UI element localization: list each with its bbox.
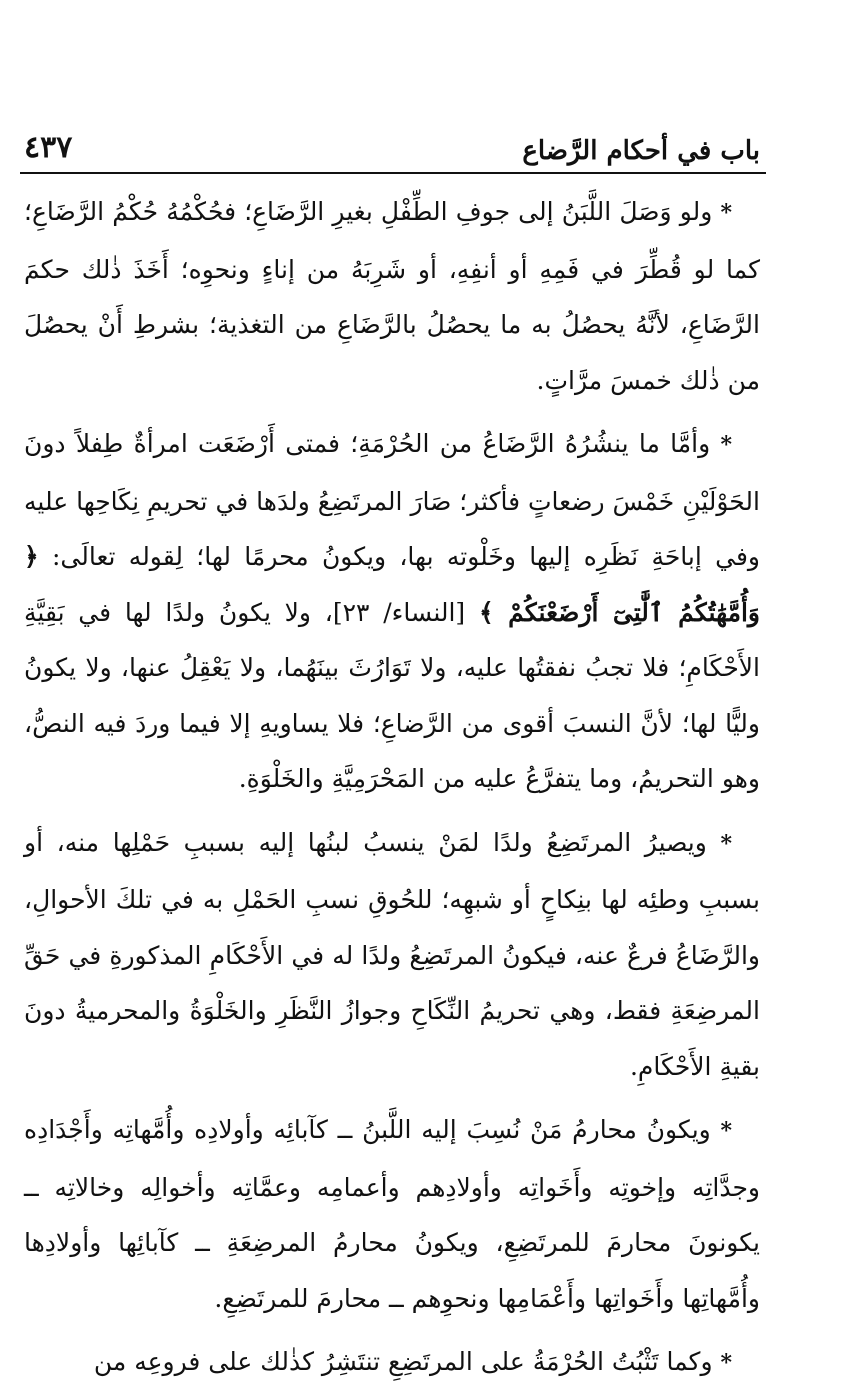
verse-citation: [النساء/ ٢٣]	[332, 597, 466, 627]
page-number: ٤٣٧	[24, 130, 73, 165]
paragraph-text: وكما تَثْبُتُ الحُرْمَةُ على المرتَضِعِ تنتَشِرُ كذٰلك على فروعِه من	[93, 1347, 713, 1376]
page-header	[24, 120, 760, 176]
asterisk-marker: *	[720, 200, 732, 226]
paragraph-prohibition-spread	[24, 416, 760, 807]
asterisk-marker: *	[720, 432, 732, 458]
paragraph-text: ، ولا يكونُ ولدًا لها في بَقِيَّةِ الأَحْكَامِ؛ فلا تجبُ نفقتُها عليه، ولا تَوَارُثَ بينَهُما، ولا يَعْقِلُ عنها، ولا يكونُ وليًّا لها؛ لأنَّ النسبَ أقوى من الرَّضاعِ؛ فلا يساويهِ إلا فيما وردَ فيه النصُّ، وهو التحريمُ، وما يتفرَّعُ عليه من المَحْرَمِيَّةِ والخَلْوَةِ.	[24, 597, 760, 793]
paragraph-text: ويكونُ محارمُ مَنْ نُسِبَ إليه اللَّبنُ ــ كآبائِه وأولادِه وأُمَّهاتِه وأَجْدَادِه وجدَّاتِه وإخوتِه وأَخَواتِه وأولادِهم وأعمامِه وعمَّاتِه وأخوالِه وخالاتِه ــ يكونونَ محارمَ للمرتَضِعِ، ويكونُ محارمُ المرضِعَةِ ــ كآبائِها وأولادِها وأُمَّهاتِها وأَخَواتِها وأَعْمَامِها ونحوِهم ــ محارمَ للمرتَضِعِ.	[24, 1115, 760, 1313]
paragraph-milk-reaching-stomach	[24, 184, 760, 408]
body-text	[24, 184, 760, 1400]
paragraph-text: ويصيرُ المرتَضِعُ ولدًا لمَنْ ينسبُ لبنُها إليه بسببِ حَمْلِها منه، أو بسببِ وطئِه لها بنِكاحٍ أو شبهِه؛ للحُوقِ نسبِ الحَمْلِ به في تلكَ الأحوالِ، والرَّضَاعُ فرعٌ عنه، فيكونُ المرتَضِعُ ولدًا له في الأَحْكَامِ المذكورةِ في حَقِّ المرضِعَةِ فقط، وهي تحريمُ النِّكَاحِ وجوازُ النَّظَرِ والخَلْوَةُ والمحرميةُ دونَ بقيةِ الأَحْكَامِ.	[24, 827, 760, 1081]
paragraph-text: وأمَّا ما ينشُرُهُ الرَّضَاعُ من الحُرْمَةِ؛ فمتى أَرْضَعَت امرأةٌ طِفلاً دونَ الحَوْلَيْنِ خَمْسَ رضعاتٍ فأكثر؛ صَارَ المرتَضِعُ ولدَها في تحريمِ نِكَاحِها عليه وفي إباحَةِ نَظَرِه إليها وخَلْوته بها، ويكونُ محرمًا لها؛ لِقوله تعالَى:	[24, 429, 760, 571]
asterisk-marker: *	[720, 1350, 732, 1376]
paragraph-mahram-relatives	[24, 1102, 760, 1326]
asterisk-marker: *	[720, 830, 732, 857]
paragraph-milk-father	[24, 815, 760, 1095]
quran-verse: ﴿ وَأُمَّهَٰتُكُمُ ٱلَّٰتِىٓ أَرْضَعْنَكُمْ ﴾	[24, 542, 761, 627]
asterisk-marker: *	[720, 1118, 732, 1144]
paragraph-text: ولو وَصَلَ اللَّبَنُ إلى جوفِ الطِّفْلِ بغيرِ الرَّضَاعِ؛ فحُكْمُهُ حُكْمُ الرَّضَاعِ؛ كما لو قُطِّرَ في فَمِهِ أو أنفِهِ، أو شَرِبَهُ من إناءٍ ونحوِه؛ أَخَذَ ذٰلك حكمَ الرَّضَاعِ، لأنَّهُ يحصُلُ به ما يحصُلُ بالرَّضَاعِ من التغذية؛ بشرطِ أَنْ يحصُلَ من ذٰلك خمسَ مرَّاتٍ.	[24, 197, 760, 395]
header-rule	[20, 172, 766, 174]
paragraph-descendants	[24, 1334, 760, 1392]
running-title: باب في أحكام الرَّضاع	[522, 136, 760, 166]
